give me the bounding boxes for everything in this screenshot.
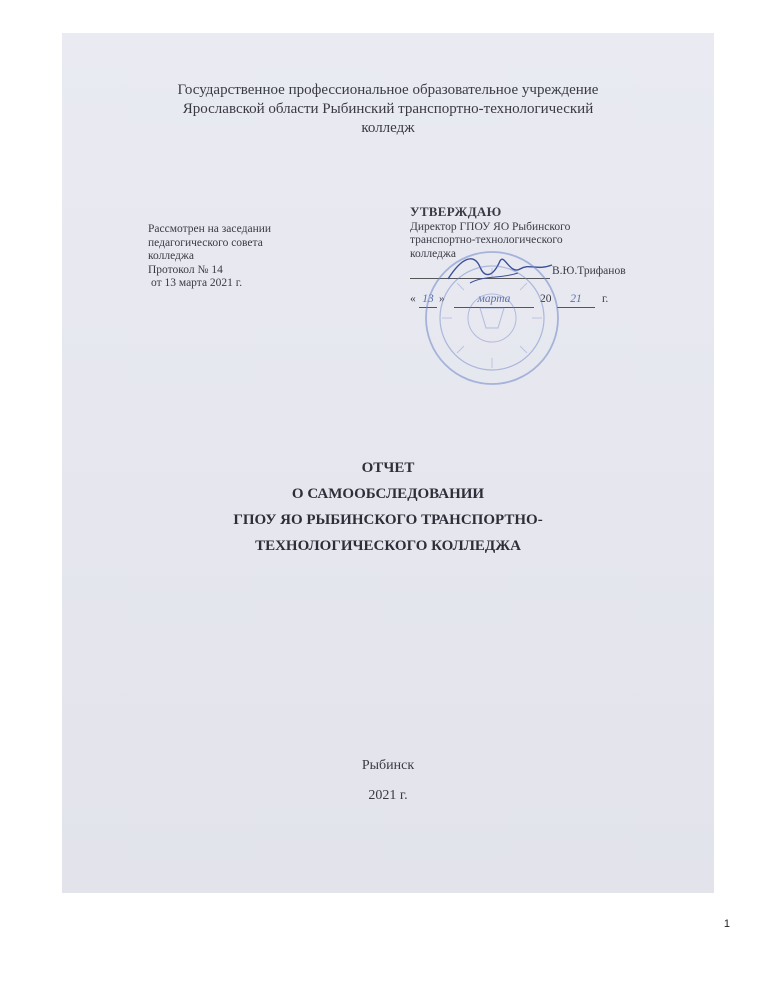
footer-year: 2021 г. — [368, 788, 408, 803]
title-line-4: ТЕХНОЛОГИЧЕСКОГО КОЛЛЕДЖА — [255, 538, 521, 554]
date-month: марта — [454, 293, 534, 308]
date-day: 13 — [419, 293, 437, 308]
institution-header — [62, 81, 714, 138]
institution-line-2: Ярославской области Рыбинский транспортно-технологический — [182, 101, 594, 117]
review-protocol: Протокол № 14 — [148, 263, 223, 276]
review-block — [148, 223, 271, 291]
review-line-2: педагогического совета — [148, 236, 263, 249]
title-line-1: ОТЧЕТ — [361, 460, 415, 476]
scanned-title-page — [62, 33, 714, 893]
review-date: от 13 марта 2021 г. — [151, 277, 243, 289]
date-year: 21 — [557, 293, 595, 308]
seal-stamp-icon — [422, 248, 562, 388]
approval-line-2: транспортно-технологического — [410, 234, 563, 246]
approval-heading: УТВЕРЖДАЮ — [410, 204, 502, 219]
review-line-1: Рассмотрен на заседании — [148, 223, 272, 235]
institution-line-3: колледж — [361, 120, 415, 136]
footer-city: Рыбинск — [361, 758, 415, 773]
title-line-3: ГПОУ ЯО РЫБИНСКОГО ТРАНСПОРТНО- — [233, 512, 543, 528]
date-close-quote: » — [439, 293, 445, 305]
institution-line-1: Государственное профессиональное образовательное учреждение — [177, 82, 599, 98]
title-line-2: О САМООБСЛЕДОВАНИИ — [291, 486, 485, 502]
page-number: 1 — [723, 918, 730, 930]
approval-line-1: Директор ГПОУ ЯО Рыбинского — [410, 220, 571, 233]
review-line-3: колледжа — [148, 250, 194, 262]
date-century: 20 — [540, 293, 552, 305]
date-suffix: г. — [602, 293, 609, 305]
signer-name: В.Ю.Трифанов — [552, 265, 626, 277]
date-open-quote: « — [410, 293, 416, 305]
document-footer — [62, 751, 714, 811]
document-title — [62, 455, 714, 559]
approval-line-3: колледжа — [410, 247, 456, 260]
